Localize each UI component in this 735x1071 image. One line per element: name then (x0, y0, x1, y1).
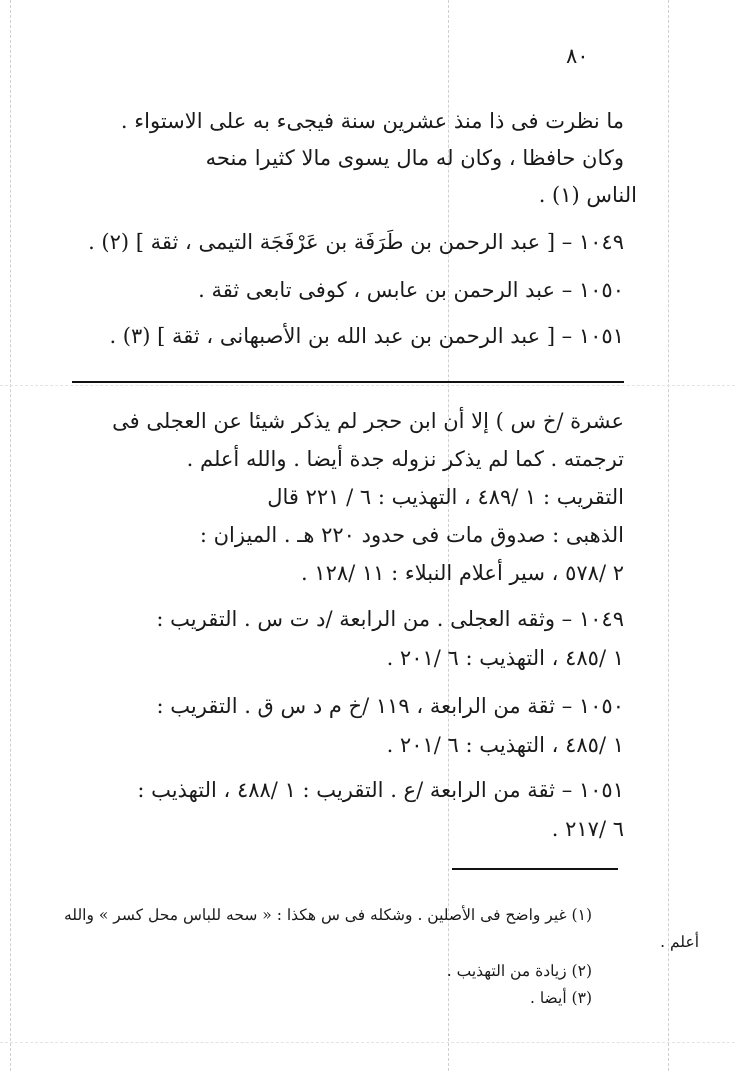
commentary-entry-1051-cont: ٦ /٢١٧ . (551, 817, 624, 841)
scan-guide-line (0, 385, 735, 386)
scan-guide-line (668, 0, 669, 1071)
commentary-entry-1050-cont: ١ /٤٨٥ ، التهذيب : ٦ /٢٠١ . (386, 733, 624, 757)
footnote-2: (٢) زيادة من التهذيب . (446, 962, 592, 980)
footnote-divider (452, 868, 618, 870)
scan-guide-line (0, 1042, 735, 1043)
main-entry-1051: ١٠٥١ – [ عبد الرحمن بن عبد الله بن الأصبهانى ، ثقة ] (٣) . (109, 324, 624, 348)
commentary-line: التقريب : ١ /٤٨٩ ، التهذيب : ٦ / ٢٢١ قال (267, 485, 624, 509)
commentary-entry-1049: ١٠٤٩ – وثقه العجلى . من الرابعة /د ت س . التقريب : (156, 607, 624, 631)
main-paragraph-line: ما نظرت فى ذا منذ عشرين سنة فيجىء به على الاستواء . (120, 109, 624, 133)
commentary-entry-1049-cont: ١ /٤٨٥ ، التهذيب : ٦ /٢٠١ . (386, 646, 624, 670)
commentary-line: الذهبى : صدوق مات فى حدود ٢٢٠ هـ . الميزان : (199, 523, 624, 547)
commentary-entry-1050: ١٠٥٠ – ثقة من الرابعة ، ١١٩ /خ م د س ق . التقريب : (156, 694, 624, 718)
main-paragraph-line: وكان حافظا ، وكان له مال يسوى مالا كثيرا منحه (205, 146, 624, 170)
footnote-1: (١) غير واضح فى الأصلين . وشكله فى س هكذا : « سحه للباس محل كسر » والله (64, 906, 592, 924)
commentary-line: ترجمته . كما لم يذكر نزوله جدة أيضا . والله أعلم . (186, 447, 624, 471)
commentary-entry-1051: ١٠٥١ – ثقة من الرابعة /ع . التقريب : ١ /٤٨٨ ، التهذيب : (137, 778, 624, 802)
scan-guide-line (10, 0, 11, 1071)
section-divider (72, 381, 624, 383)
main-entry-1049: ١٠٤٩ – [ عبد الرحمن بن طَرَفَة بن عَرْفَجَة التيمى ، ثقة ] (٢) . (88, 230, 624, 254)
footnote-1-cont: أعلم . (660, 933, 699, 951)
commentary-line: عشرة /خ س ) إلا أن ابن حجر لم يذكر شيئا عن العجلى فى (112, 409, 624, 433)
commentary-line: ٢ /٥٧٨ ، سير أعلام النبلاء : ١١ /١٢٨ . (300, 561, 624, 585)
page-number: ٨٠ (566, 44, 589, 68)
footnote-3: (٣) أيضا . (529, 989, 592, 1007)
main-paragraph-line: الناس (١) . (538, 183, 637, 207)
main-entry-1050: ١٠٥٠ – عبد الرحمن بن عابس ، كوفى تابعى ثقة . (198, 278, 624, 302)
